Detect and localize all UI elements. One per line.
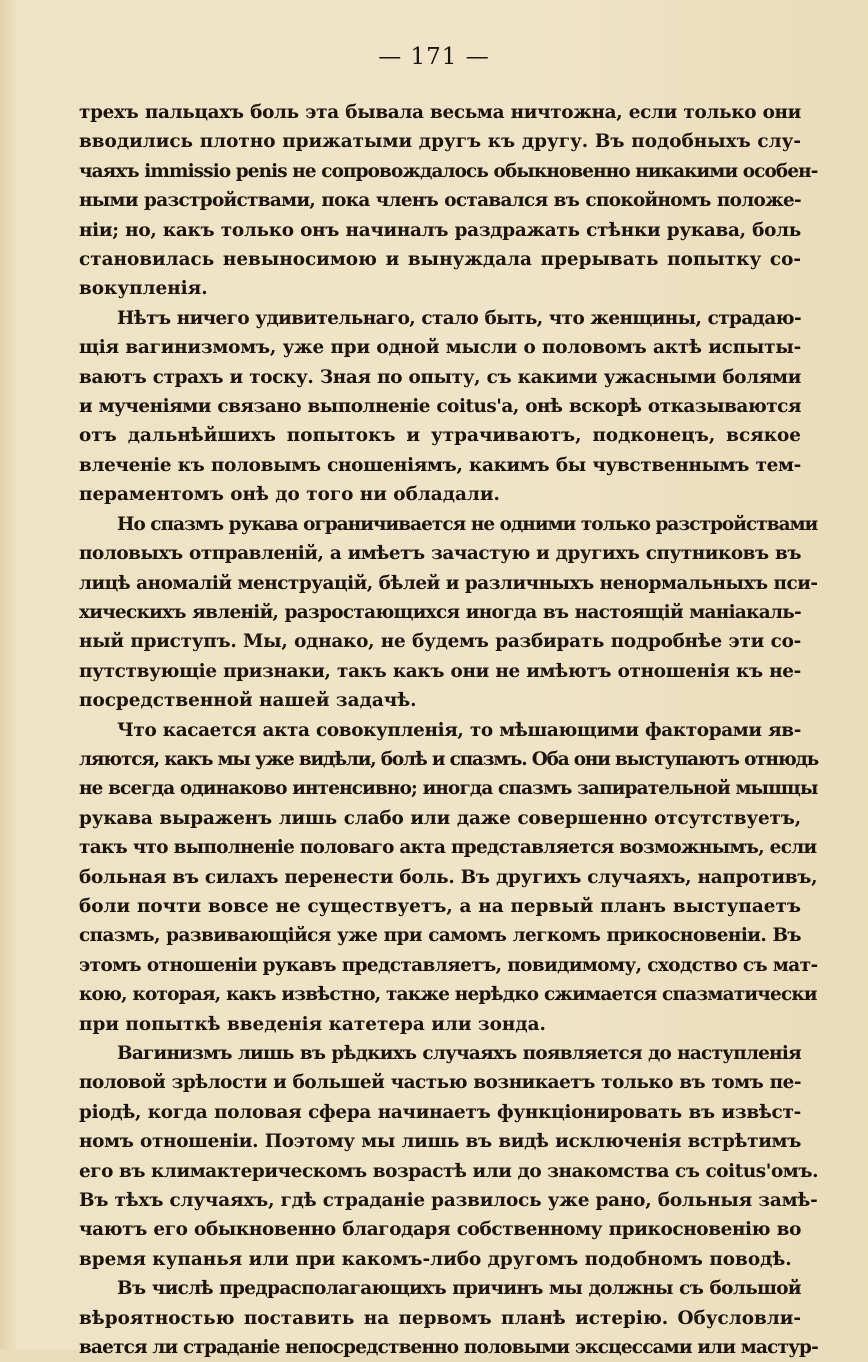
text-line: лицѣ аномалій менструацій, бѣлей и различныхъ ненормальныхъ пси- [79,572,818,594]
text-line: отъ дальнѣйшихъ попытокъ и утрачиваютъ, подконецъ, всякое [79,425,801,447]
page-number: — 171 — [378,44,490,70]
text-line: Нѣтъ ничего удивительнаго, стало быть, что женщины, страдаю- [117,307,801,329]
text-line: вокупленія. [79,278,208,300]
text-line: трехъ пальцахъ боль эта бывала весьма ничтожна, если только они [79,102,801,123]
text-line: этомъ отношеніи рукавъ представляетъ, повидимому, сходство съ мат- [79,954,818,976]
text-line: спазмъ, развивающійся уже при самомъ легкомъ прикосновеніи. Въ [79,925,801,947]
text-line: больная въ силахъ перенести боль. Въ другихъ случаяхъ, напротивъ, [79,866,818,888]
paragraph [79,98,818,304]
text-line: чаютъ его обыкновенно благодаря собственному прикосновенію во [79,1219,801,1241]
text-line: ными разстройствами, пока членъ оставался въ спокойномъ положе- [79,190,801,212]
text-line: рукава выраженъ лишь слабо или даже совершенно отсутствуетъ, [79,807,801,829]
text-line: Что касается акта совокупленія, то мѣшающими факторами яв- [117,719,801,741]
paragraph [79,1274,818,1362]
text-line: посредственной нашей задачѣ. [79,690,417,712]
text-line: и мученіями связано выполненіе coitus'а, онѣ вскорѣ отказываются [79,396,801,418]
text-line: Въ числѣ предрасполагающихъ причинъ мы должны съ большой [117,1278,801,1300]
text-line: Но спазмъ рукава ограничивается не одними только разстройствами [117,513,818,535]
text-line: хическихъ явленій, разростающихся иногда въ настоящій маніакаль- [79,601,801,623]
text-line: щія вагинизмомъ, уже при одной мысли о половомъ актѣ испыты- [79,337,801,359]
text-line: вводились плотно прижатыми другъ къ другу. Въ подобныхъ слу- [79,131,801,153]
text-line: вается ли страданіе непосредственно половыми эксцессами или мастур- [79,1337,818,1359]
text-line: боли почти вовсе не существуетъ, а на первый планъ выступаетъ [79,895,801,917]
text-line: ный приступъ. Мы, однако, не будемъ разбирать подробнѣе эти со- [79,631,801,653]
text-line: Въ тѣхъ случаяхъ, гдѣ страданіе развилось уже рано, больныя замѣ- [79,1190,818,1212]
text-line: влеченіе къ половымъ сношеніямъ, какимъ бы чувственнымъ тем- [79,454,801,476]
text-line: его въ климактерическомъ возрастѣ или до знакомства съ coitus'омъ. [79,1160,819,1182]
paragraph [79,304,801,510]
paragraph [79,1039,819,1274]
text-line: ляются, какъ мы уже видѣли, болѣ и спазмъ. Оба они выступаютъ отнюдь [79,748,819,770]
text-line: ваютъ страхъ и тоску. Зная по опыту, съ какими ужасными болями [79,366,801,388]
text-line: при попыткѣ введенія катетера или зонда. [79,1013,546,1035]
text-line: вѣроятностью поставить на первомъ планѣ истерію. Обусловли- [79,1307,801,1329]
text-line: путствующіе признаки, такъ какъ они не имѣютъ отношенія къ не- [79,660,801,682]
text-line: нiи; но, какъ только онъ начиналъ раздражать стѣнки рукава, боль [79,219,801,241]
text-line: половой зрѣлости и большей частью возникаетъ только въ томъ пе- [79,1072,801,1094]
text-line: становилась невыносимою и вынуждала прерывать попытку со- [79,249,801,271]
text-line: чаяхъ immissio penis не сопровождалось обыкновенно никакими особен- [79,160,818,182]
text-line: не всегда одинаково интенсивно; иногда спазмъ запирательной мышцы [79,778,818,800]
body-text [79,98,819,1362]
text-line: пераментомъ онѣ до того ни обладали. [79,484,500,506]
paragraph [79,716,819,1039]
text-line: номъ отношеніи. Поэтому мы лишь въ видѣ исключенія встрѣтимъ [79,1131,801,1153]
text-line: ріодѣ, когда половая сфера начинаетъ функціонировать въ извѣст- [79,1101,801,1123]
text-line: кою, которая, какъ извѣстно, также нерѣдко сжимается спазматически [79,984,817,1006]
text-line: Вагинизмъ лишь въ рѣдкихъ случаяхъ появляется до наступленія [117,1043,801,1064]
text-line: время купанья или при какомъ-либо другомъ подобномъ поводѣ. [79,1248,792,1270]
paragraph [79,510,818,716]
text-line: половыхъ отправленій, а имѣетъ зачастую и другихъ спутниковъ въ [79,543,801,565]
text-line: такъ что выполненіе половаго акта представляется возможнымъ, если [79,837,817,859]
